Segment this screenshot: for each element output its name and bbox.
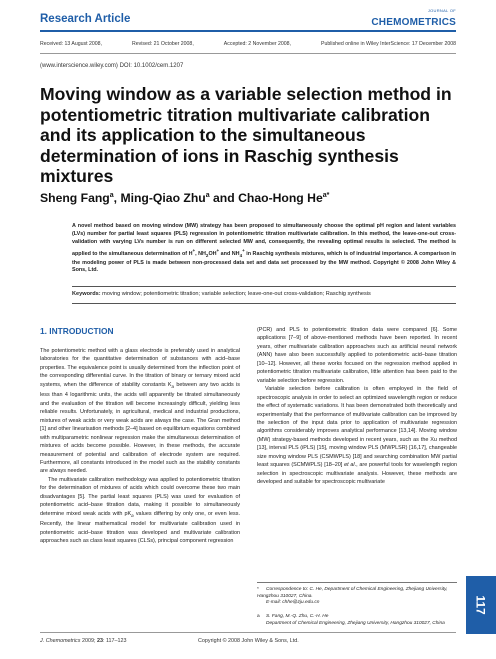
author-affiliation-mark: a*: [322, 191, 330, 199]
journal-logo-small: JOURNAL OF: [427, 8, 456, 13]
article-title: Moving window as a variable selection method in potentiometric titration multivariate calibration and its application to the simultaneous determination of ions in Raschig synthesis mixtures: [40, 84, 452, 187]
author-name: Chao-Hong He: [238, 191, 323, 205]
author-affiliation-mark: a: [109, 191, 114, 199]
correspondence-footnote: [257, 587, 457, 607]
author-list: [40, 191, 329, 205]
keywords-rule-bottom: [72, 303, 456, 304]
paragraph: The multivariate calibration methodology was applied to potentiometric titration for the determination of mixtures of acids which could overcome these two main disadvantages [5]. The partial least squares (PLS) was used for evaluation of potentiometric acid–base titration data, making it possible to simultaneously determine mixed weak acids with $pK_a$ values differing by only one, or even less. Recently, the linear mathematical model for multivariate calibration used in potentiometric acid–base titration was developed and multivariate calibration approaches such as class least squares (CLSs), principal component regression: [40, 476, 240, 545]
header-rule: [40, 30, 456, 32]
keywords-rule-top: [72, 286, 456, 287]
journal-logo: [371, 9, 456, 29]
author-affiliation-mark: a: [205, 191, 210, 199]
page-number-tab: [466, 576, 496, 634]
correspondence-email[interactable]: E-mail: chhe@zju.edu.cn: [266, 600, 320, 606]
doi-link[interactable]: (www.interscience.wiley.com) DOI: 10.1002/cem.1207: [40, 63, 184, 69]
section-heading-introduction: 1. INTRODUCTION: [40, 326, 114, 336]
left-column: [40, 347, 240, 546]
page-number: 117: [473, 595, 488, 615]
author-name: Sheng Fang: [40, 191, 110, 205]
accepted-date: Accepted: 2 November 2008,: [223, 41, 291, 47]
footnote-rule: [257, 582, 457, 583]
keywords-label: Keywords:: [72, 291, 101, 297]
journal-logo-name: CHEMOMETRICS: [371, 17, 456, 28]
dates-rule: [40, 53, 456, 54]
footer-copyright: Copyright © 2008 John Wiley & Sons, Ltd.: [198, 638, 299, 644]
keywords: [72, 291, 371, 297]
author-name: Ming-Qiao Zhu: [120, 191, 206, 205]
paragraph: The potentiometric method with a glass electrode is preferably used in analytical laboratories for the quantitative determination of substances with acid–base properties. The equivalence point is usually determined from the inflection point of the corresponding differential curve. In the titration of binary or ternary mixed acid systems, when the difference of stability constants $K_a$ between any two acids is less than 4 logarithmic units, the acids will apparently be titrated simultaneously and the evaluation of the titration will become increasingly difficult, yielding less reliable results. Unfortunately, in agricultural, medical and industrial productions, mixtures of weak acids or very weak acids are always the case. The Gran method [1] and other linearisation methods [2–4] based on equilibrium equations combined with multiparametric nonlinear regression make the simultaneous determination of mixtures of acids become possible. However, in these methods, the accurate measurement of potential and calibration of electrode system are required. Furthermore, all constants introduced in the model such as the stability constants are always needed.: [40, 348, 240, 475]
revised-date: Revised: 21 October 2008,: [132, 41, 194, 47]
article-type-label: Research Article: [40, 13, 131, 25]
paragraph: Variable selection before calibration is often employed in the field of spectroscopic analysis in order to select an optimized wavelength region or reduce the effect of systematic variations. It has been demonstrated both theoretically and experimentally that the performance of multivariate calibration can be improved by the selection of the input data prior to application of multivariate regression algorithms considerably improves analytical performance [13,14]. Moving window (MW) strategy-based methods developed in recent years, such as the Xu method [13], interval PLS (iPLS) [15], moving window PLS (MWPLSR) [16,17], changeable size moving window PLS (CSMWPLS) [18] and searching combination MW partial least squares (SCMWPLS) [18–20] et al., are powerful tools for wavelength region selection in spectroscopic multivariate analysis. However, these methods are developed and suitable for spectroscopic multivariate: [257, 386, 458, 486]
author-separator: ,: [113, 191, 121, 205]
published-date: Published online in Wiley InterScience: 17 December 2008: [321, 41, 456, 47]
abstract: A novel method based on moving window (MW) strategy has been proposed to simultaneously choose the optimal pH region and latent variables (LVs) number for partial least squares (PLS) regression in potentiometric titration multivariate calibration. In this method, the leave-one-out cross-validation with varying LVs number is run on different selected MW and, consequently, the revealing optimal results is selected. The method is applied to the simultaneous determination of H+, $NH_2OH^+$ and $NH_4^+$ in Raschig synthesis mixtures, which is of industrial importance. A comparison in the modeling power of PLS is made between non-processed data set and data set processed by the MW method. Copyright © 2008 John Wiley & Sons, Ltd.: [72, 223, 456, 274]
affiliation-detail: Department of Chemical Engineering, Zhejiang University, Hangzhou 310027, China: [266, 620, 445, 626]
footnote-mark: *: [257, 587, 259, 592]
footnote-mark: a: [257, 614, 260, 619]
footer-citation: J. Chemometrics 2009; 23: 117–123: [40, 638, 127, 644]
received-date: Received: 13 August 2008,: [40, 41, 103, 47]
footer-rule: [40, 632, 456, 633]
paragraph: (PCR) and PLS to potentiometric titration data were compared [6]. Some applications [7–9] of above-mentioned methods have been reported. In recent years, other multivariate calibration approaches such as artificial neural network (ANN) have also been successfully applied to potentiometric acid–base titration [10–12]. However, all these works focused on the regression method applied in potentiometric titration multivariate calibration, little attention has been paid to the variable selection before regression.: [257, 327, 457, 384]
article-dates: [40, 41, 456, 47]
right-column: [257, 326, 457, 487]
author-separator: and: [209, 191, 239, 205]
affiliation-authors: S. Fang, M.-Q. Zhu, C.-H. He: [266, 614, 329, 619]
correspondence-text: Correspondence to: C. He, Department of Chemical Engineering, Zhejiang University, Hangzhou 310027, China.: [257, 587, 448, 599]
keywords-text: moving window; potentiometric titration; variable selection; leave-one-out cross-validation; Raschig synthesis: [100, 291, 371, 297]
affiliation-footnote: [257, 614, 457, 627]
